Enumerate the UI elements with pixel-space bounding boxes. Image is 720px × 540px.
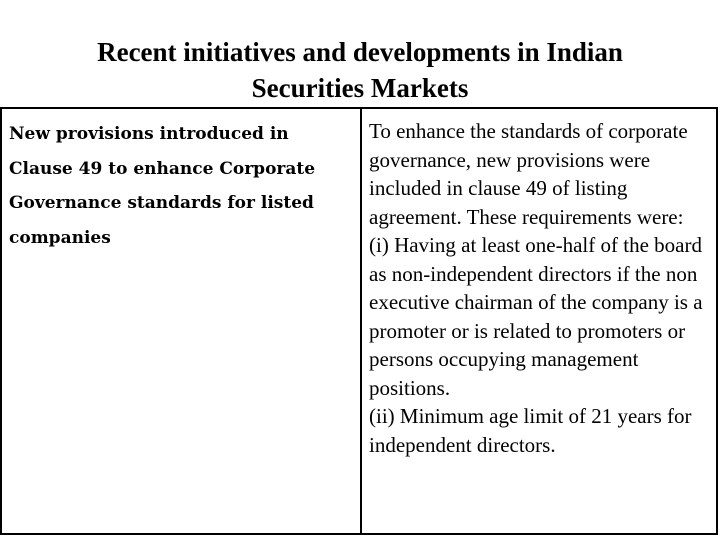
topic-text: New provisions introduced in Clause 49 to enhance Corporate Governance standards for listed companies xyxy=(9,124,316,248)
title-line-1: Recent initiatives and developments in Indian xyxy=(97,37,623,67)
requirement-item-1: (i) Having at least one-half of the board as non-independent directors if the non executive chairman of the company is a promoter or is related to promoters or persons occupying management positions. xyxy=(369,233,703,400)
table-cell-description xyxy=(361,108,717,534)
slide-title xyxy=(0,34,720,106)
table-row xyxy=(1,108,717,534)
content-table xyxy=(0,107,718,535)
description-intro: To enhance the standards of corporate governance, new provisions were included in clause 49 of listing agreement. These requirements were: xyxy=(369,119,688,229)
table-cell-topic xyxy=(1,108,361,534)
title-line-2: Securities Markets xyxy=(251,73,469,103)
requirement-item-2: (ii) Minimum age limit of 21 years for independent directors. xyxy=(369,404,692,457)
description-text xyxy=(362,109,716,459)
